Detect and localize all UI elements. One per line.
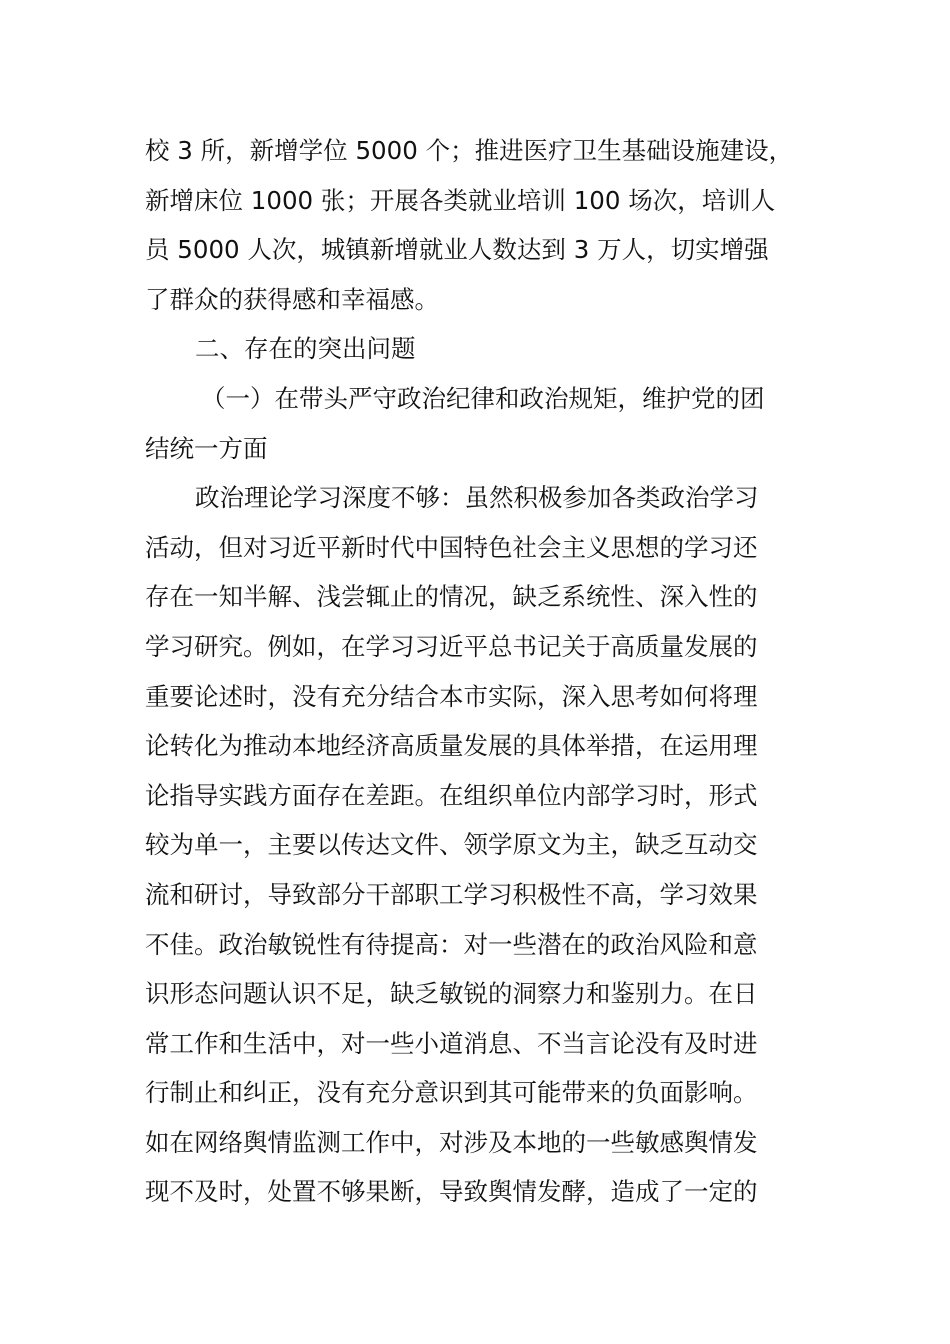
text-line: 常工作和生活中，对一些小道消息、不当言论没有及时进 — [145, 1028, 758, 1058]
text-line: 学习研究。例如，在学习习近平总书记关于高质量发展的 — [145, 631, 758, 661]
text-line: 员 5000 人次，城镇新增就业人数达到 3 万人，切实增强 — [145, 235, 769, 265]
text-line: 论指导实践方面存在差距。在组织单位内部学习时，形式 — [145, 780, 758, 810]
text-line: 较为单一，主要以传达文件、领学原文为主，缺乏互动交 — [145, 830, 758, 860]
subheading-line: 结统一方面 — [145, 433, 268, 463]
text-line: 活动，但对习近平新时代中国特色社会主义思想的学习还 — [145, 532, 758, 562]
paragraph-continuation — [145, 126, 835, 324]
text-line: 现不及时，处置不够果断，导致舆情发酵，造成了一定的 — [145, 1177, 758, 1207]
subheading-line: （一）在带头严守政治纪律和政治规矩，维护党的团 — [201, 383, 765, 413]
text-line: 了群众的获得感和幸福感。 — [145, 284, 439, 314]
text-line: 政治理论学习深度不够：虽然积极参加各类政治学习 — [195, 483, 759, 513]
text-line: 新增床位 1000 张；开展各类就业培训 100 场次，培训人 — [145, 185, 776, 215]
document-body — [145, 126, 835, 1217]
text-line: 不佳。政治敏锐性有待提高：对一些潜在的政治风险和意 — [145, 929, 758, 959]
text-line: 识形态问题认识不足，缺乏敏锐的洞察力和鉴别力。在日 — [145, 979, 758, 1009]
body-paragraph — [145, 473, 835, 1217]
text-line: 如在网络舆情监测工作中，对涉及本地的一些敏感舆情发 — [145, 1127, 758, 1157]
text-line: 重要论述时，没有充分结合本市实际，深入思考如何将理 — [145, 681, 758, 711]
sub-heading — [145, 374, 835, 473]
text-line: 流和研讨，导致部分干部职工学习积极性不高，学习效果 — [145, 879, 758, 909]
heading-line: 二、存在的突出问题 — [195, 334, 416, 364]
text-line: 校 3 所，新增学位 5000 个；推进医疗卫生基础设施建设， — [145, 136, 794, 165]
text-line: 论转化为推动本地经济高质量发展的具体举措，在运用理 — [145, 731, 758, 761]
text-line: 行制止和纠正，没有充分意识到其可能带来的负面影响。 — [145, 1078, 758, 1108]
text-line: 存在一知半解、浅尝辄止的情况，缺乏系统性、深入性的 — [145, 582, 758, 612]
section-heading — [145, 324, 835, 374]
